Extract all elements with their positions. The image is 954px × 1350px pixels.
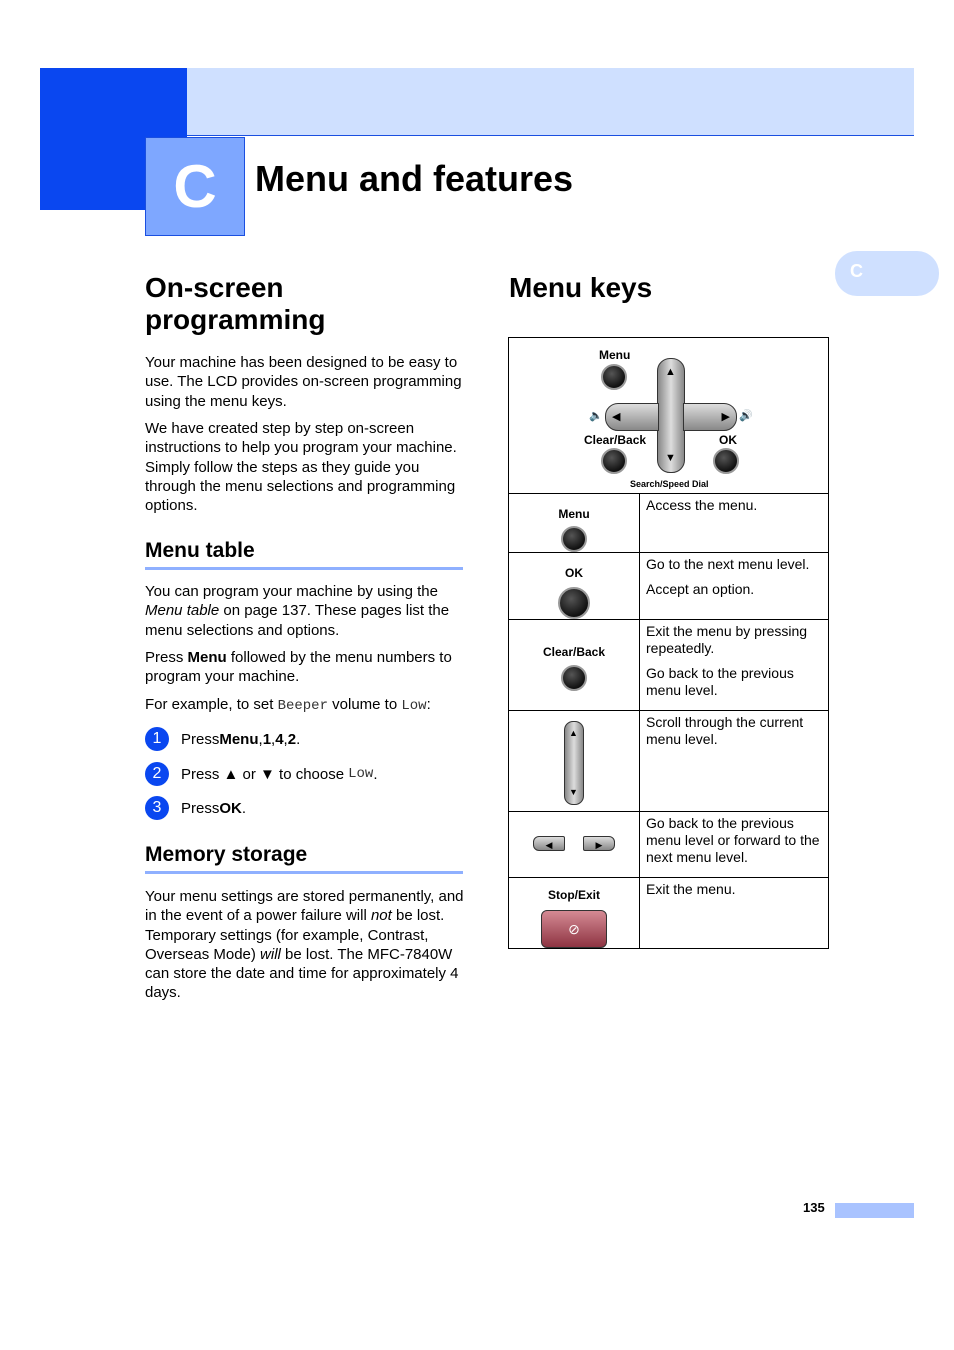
table-row [509,553,829,620]
subheading-menu-table: Menu table [145,539,463,570]
menu-table-paragraph: You can program your machine by using the Menu table on page 137. These pages list the menu selections and options. [145,583,450,639]
header-rule [186,135,914,136]
side-tab-label: C [850,261,863,281]
page-number: 135 [803,1200,825,1215]
footer-bar [835,1203,914,1218]
chapter-letter-box [145,137,245,236]
key-cell-stop: Stop/Exit ⊘ [509,878,640,949]
speaker-low-icon: 🔈 [589,410,603,422]
panel-label-clear: Clear/Back [584,433,647,447]
step-number-badge: 3 [145,796,169,820]
chapter-letter: C [173,153,217,220]
panel-label-search: Search/Speed Dial [630,479,709,489]
desc-cell: Access the menu. [640,494,829,553]
desc-cell: Scroll through the current menu level. [640,711,829,812]
step-2: 2 Press ▲ or ▼ to choose Low . [145,762,377,786]
section-heading-onscreen: On-screen programming [145,272,326,335]
right-arrow-icon: ▶ [721,411,730,423]
table-row [509,812,829,878]
panel-label-menu: Menu [599,348,631,362]
left-arrow-icon: ◀ [612,411,621,423]
step-number-badge: 2 [145,762,169,786]
panel-label-ok: OK [719,433,737,447]
side-chapter-tab [835,251,939,296]
table-row [509,620,829,711]
menu-key-icon [561,526,587,552]
left-rocker[interactable] [605,403,659,431]
desc-cell: Exit the menu by pressing repeatedly. Go back to the previous menu level. [640,620,829,711]
up-arrow-icon: ▲ [665,366,676,378]
step-1: 1 Press Menu , 1 , 4 , 2 . [145,727,300,751]
step-number-badge: 1 [145,727,169,751]
menu-keys-table [508,337,829,949]
key-cell-menu: Menu [509,494,640,553]
down-arrow-icon: ▼ [569,787,578,797]
right-rocker[interactable] [683,403,737,431]
key-cell-clear: Clear/Back [509,620,640,711]
table-row [509,494,829,553]
desc-cell: Exit the menu. [640,878,829,949]
intro-paragraph-2: We have created step by step on-screen instructions to help you program your machine. Simply follow the steps as they guide you through the menu selections and programming options. [145,420,457,515]
chapter-title: Menu and features [255,158,574,199]
up-arrow-icon: ▲ [569,728,578,738]
updown-rocker[interactable] [657,358,685,473]
subheading-memory-storage: Memory storage [145,843,463,874]
desc-cell: Go to the next menu level. Accept an option. [640,553,829,620]
menu-button[interactable] [601,364,627,390]
press-menu-paragraph: Press Menu followed by the menu numbers to program your machine. [145,649,452,686]
control-panel-illustration [509,338,829,494]
clear-back-key-icon [561,665,587,691]
ok-key-icon [558,587,590,619]
clear-back-button[interactable] [601,448,627,474]
example-paragraph: For example, to set Beeper volume to Low: [145,696,431,714]
key-cell-updown [509,711,640,812]
step-3: 3 Press OK . [145,796,246,820]
key-cell-ok: OK [509,553,640,620]
menu-table-link-text: Menu table [145,602,220,620]
memory-paragraph: Your menu settings are stored permanently, and in the event of a power failure will not be lost. Temporary settings (for example, Contrast, Overseas Mode) will be lost. The MFC-7840W can store the date and time for approximately 4 days. [145,888,464,1002]
down-arrow-icon: ▼ [665,452,676,464]
speaker-high-icon: 🔊 [739,410,753,422]
desc-cell: Go back to the previous menu level or forward to the next menu level. [640,812,829,878]
updown-key-icon [564,721,584,805]
intro-paragraph-1: Your machine has been designed to be easy to use. The LCD provides on-screen programming using the menu keys. [145,354,462,410]
stop-exit-key-icon: ⊘ [541,910,607,948]
key-cell-leftright [509,812,640,878]
ok-button[interactable] [713,448,739,474]
table-row [509,878,829,949]
table-row [509,711,829,812]
right-key-icon: ▶ [583,836,615,851]
left-key-icon: ◀ [533,836,565,851]
section-heading-menu-keys: Menu keys [509,272,653,303]
